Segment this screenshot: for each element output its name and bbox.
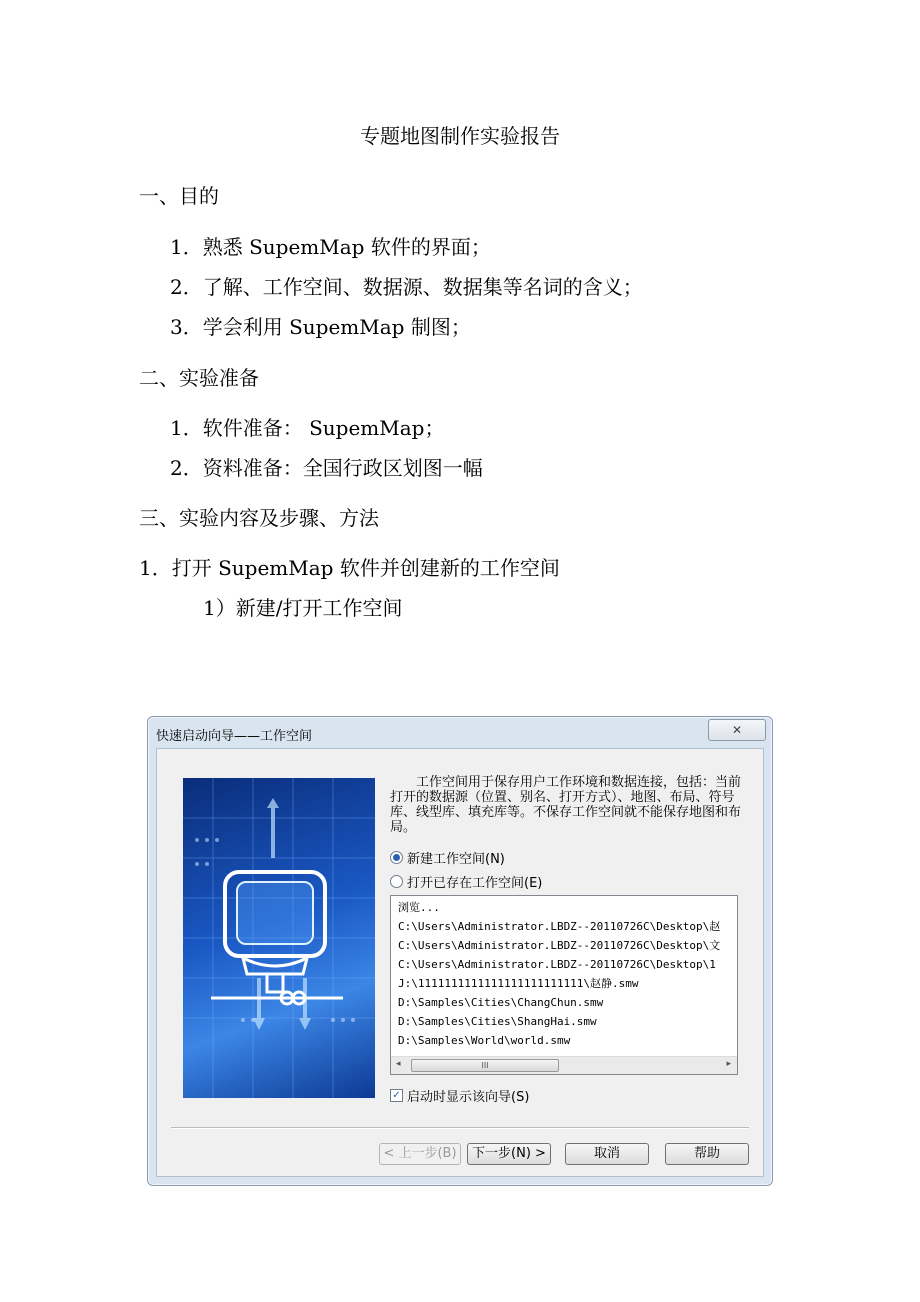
list-item[interactable]: C:\Users\Administrator.LBDZ--20110726C\Desktop\1 [398,958,716,971]
close-button[interactable]: ✕ [708,719,766,741]
purpose-item-3: 3．学会利用 SupemMap 制图； [170,315,471,339]
step-1: 1．打开 SupemMap 软件并创建新的工作空间 [139,556,560,580]
scroll-left-icon[interactable]: ◂ [396,1059,401,1069]
radio-new-workspace[interactable] [390,848,505,867]
list-items [391,898,720,1050]
dialog-title: 快速启动向导——工作空间 [156,729,313,744]
list-item[interactable]: C:\Users\Administrator.LBDZ--20110726C\Desktop\赵 [398,920,721,933]
recent-workspace-list[interactable] [390,895,738,1075]
show-wizard-on-startup[interactable] [390,1086,529,1105]
workspace-description: 工作空间用于保存用户工作环境和数据连接，包括：当前打开的数据源（位置、别名、打开方式）、地图、布局、符号库、线型库、填充库等。不保存工作空间就不能保存地图和布局。 [390,775,742,835]
list-item[interactable]: D:\Samples\World\world.smw [398,1034,571,1047]
wizard-banner-image [183,778,375,1098]
divider [171,1127,749,1129]
list-item[interactable]: D:\Samples\Cities\ShangHai.smw [398,1015,597,1028]
horizontal-scrollbar[interactable] [391,1056,737,1074]
scroll-right-icon[interactable]: ▸ [726,1059,731,1069]
radio-open-label: 打开已存在工作空间(E) [407,876,543,891]
help-button[interactable]: 帮助 [665,1143,749,1165]
dialog-client-area [156,748,764,1177]
radio-selected-icon[interactable] [390,851,403,864]
prev-button[interactable]: < 上一步(B) [379,1143,461,1165]
preparation-item-2: 2．资料准备：全国行政区划图一幅 [170,456,483,480]
radio-unselected-icon[interactable] [390,875,403,888]
radio-open-workspace[interactable] [390,872,542,891]
radio-new-label: 新建工作空间(N) [407,852,505,867]
list-item[interactable]: J:\1111111111111111111111111\赵静.smw [398,977,639,990]
section-heading-purpose: 一、目的 [139,184,219,208]
page-title: 专题地图制作实验报告 [360,124,560,148]
scroll-thumb[interactable]: III [411,1059,559,1072]
purpose-item-1: 1．熟悉 SupemMap 软件的界面； [170,235,491,259]
list-item[interactable]: C:\Users\Administrator.LBDZ--20110726C\Desktop\文 [398,939,721,952]
checkbox-label: 启动时显示该向导(S) [407,1090,530,1105]
preparation-item-1: 1．软件准备： SupemMap； [170,416,445,440]
computer-illustration-icon [183,778,375,1098]
checkbox-checked-icon[interactable]: ✓ [390,1089,403,1102]
purpose-item-2: 2．了解、工作空间、数据源、数据集等名词的含义； [170,275,643,299]
cancel-button[interactable]: 取消 [565,1143,649,1165]
quick-start-dialog [147,716,773,1186]
list-item-browse[interactable]: 浏览... [398,901,440,914]
substep-1: 1）新建/打开工作空间 [203,596,403,620]
next-button[interactable]: 下一步(N) > [467,1143,551,1165]
section-heading-content: 三、实验内容及步骤、方法 [139,506,379,530]
list-item[interactable]: D:\Samples\Cities\ChangChun.smw [398,996,604,1009]
section-heading-preparation: 二、实验准备 [139,366,259,390]
